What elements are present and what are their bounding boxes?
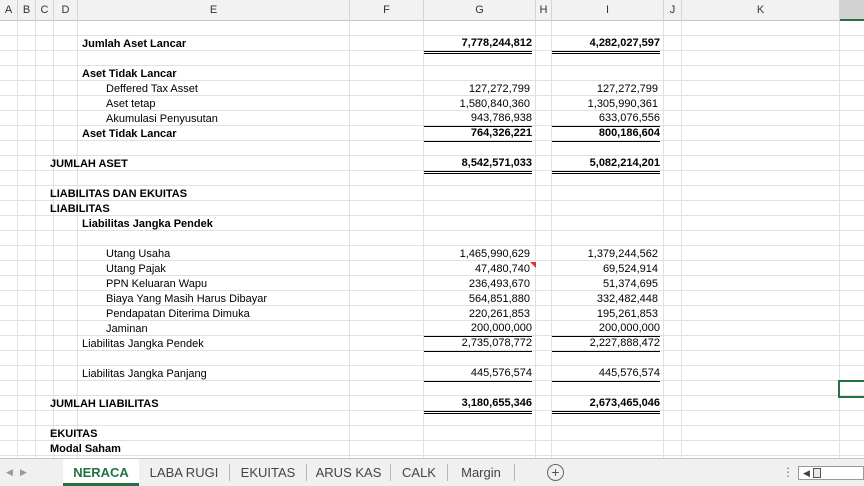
value-i-akumulasi-penyusutan[interactable]: 633,076,556 <box>552 111 660 127</box>
value-i-biaya[interactable]: 332,482,448 <box>596 293 658 305</box>
label-biaya-yang-masih-harus-dibayar: Biaya Yang Masih Harus Dibayar <box>106 293 268 305</box>
value-g-pendapatan[interactable]: 220,261,853 <box>468 308 530 320</box>
grid-row-line <box>0 425 864 426</box>
value-g-jumlah-liabilitas[interactable]: 3,180,655,346 <box>424 396 532 414</box>
value-g-biaya[interactable]: 564,851,880 <box>468 293 530 305</box>
label-jaminan: Jaminan <box>106 323 148 335</box>
add-sheet-icon[interactable]: + <box>547 464 564 481</box>
label-liabilitas-dan-ekuitas: LIABILITAS DAN EKUITAS <box>50 188 188 200</box>
comment-indicator-icon[interactable] <box>530 262 536 268</box>
label-liabilitas: LIABILITAS <box>50 203 110 215</box>
grid-row-line <box>0 215 864 216</box>
grid-column-line <box>349 21 350 458</box>
column-header-i[interactable]: I <box>552 0 664 21</box>
label-utang-usaha: Utang Usaha <box>106 248 171 260</box>
label-ekuitas: EKUITAS <box>50 428 98 440</box>
grid-row-line <box>0 65 864 66</box>
value-i-jumlah-liabilitas[interactable]: 2,673,465,046 <box>552 396 660 414</box>
label-jumlah-aset: JUMLAH ASET <box>50 158 128 170</box>
column-header-c[interactable]: C <box>36 0 54 21</box>
horizontal-scrollbar[interactable] <box>798 466 864 480</box>
tab-scroll-prev-icon[interactable]: ◀ <box>6 467 13 477</box>
label-liabilitas-jangka-pendek-total: Liabilitas Jangka Pendek <box>82 338 204 350</box>
label-jumlah-aset-lancar: Jumlah Aset Lancar <box>82 38 187 50</box>
grid-column-line <box>17 21 18 458</box>
tab-neraca[interactable]: NERACA <box>63 459 139 486</box>
value-g-deffered-tax[interactable]: 127,272,799 <box>468 83 530 95</box>
value-i-deffered-tax[interactable]: 127,272,799 <box>596 83 658 95</box>
value-g-liabilitas-jangka-panjang[interactable]: 445,576,574 <box>424 366 532 382</box>
column-header-b[interactable]: B <box>18 0 36 21</box>
value-g-utang-pajak[interactable]: 47,480,740 <box>474 263 530 275</box>
grid-row-line <box>0 185 864 186</box>
column-header-l-selected[interactable] <box>840 0 864 21</box>
value-i-aset-tetap[interactable]: 1,305,990,361 <box>587 98 658 110</box>
value-g-aset-tidak-lancar-total[interactable]: 764,326,221 <box>424 126 532 142</box>
value-i-jumlah-aset-lancar[interactable]: 4,282,027,597 <box>552 36 660 54</box>
label-aset-tidak-lancar-total: Aset Tidak Lancar <box>82 128 177 140</box>
label-deffered-tax: Deffered Tax Asset <box>106 83 198 95</box>
value-i-liabilitas-jangka-panjang[interactable]: 445,576,574 <box>552 366 660 382</box>
label-jumlah-liabilitas: JUMLAH LIABILITAS <box>50 398 159 410</box>
grid-column-line <box>681 21 682 458</box>
sheet-tab-bar <box>0 458 864 486</box>
grid-column-line <box>663 21 664 458</box>
tab-laba-rugi[interactable]: LABA RUGI <box>149 465 219 480</box>
tab-scroll-next-icon[interactable]: ▶ <box>20 467 27 477</box>
label-ppn-keluaran-wapu: PPN Keluaran Wapu <box>106 278 208 290</box>
value-g-jumlah-aset-lancar[interactable]: 7,778,244,812 <box>424 36 532 54</box>
column-header-a[interactable]: A <box>0 0 18 21</box>
grid-column-line <box>53 21 54 458</box>
column-header-d[interactable]: D <box>54 0 78 21</box>
value-i-aset-tidak-lancar-total[interactable]: 800,186,604 <box>552 126 660 142</box>
value-i-utang-pajak[interactable]: 69,524,914 <box>602 263 658 275</box>
active-cell-selection[interactable] <box>838 380 864 398</box>
column-header-f[interactable]: F <box>350 0 424 21</box>
grid-row-line <box>0 245 864 246</box>
value-i-liabilitas-jangka-pendek[interactable]: 2,227,888,472 <box>552 336 660 352</box>
column-header-j[interactable]: J <box>664 0 682 21</box>
label-utang-pajak: Utang Pajak <box>106 263 166 275</box>
label-liabilitas-jangka-panjang: Liabilitas Jangka Panjang <box>82 368 207 380</box>
value-g-akumulasi-penyusutan[interactable]: 943,786,938 <box>424 111 532 127</box>
grid-column-line <box>77 21 78 458</box>
value-i-pendapatan[interactable]: 195,261,853 <box>596 308 658 320</box>
column-header-h[interactable]: H <box>536 0 552 21</box>
value-i-utang-usaha[interactable]: 1,379,244,562 <box>587 248 658 260</box>
value-g-ppn[interactable]: 236,493,670 <box>468 278 530 290</box>
tab-arus-kas[interactable]: ARUS KAS <box>315 465 382 480</box>
value-g-utang-usaha[interactable]: 1,465,990,629 <box>459 248 530 260</box>
tab-calk[interactable]: CALK <box>402 465 436 480</box>
scroll-left-icon[interactable]: ◀ <box>803 468 810 478</box>
grid-row-line <box>0 440 864 441</box>
value-i-ppn[interactable]: 51,374,695 <box>602 278 658 290</box>
scrollbar-thumb[interactable] <box>813 468 821 478</box>
label-aset-tetap: Aset tetap <box>106 98 156 110</box>
grid-column-line <box>535 21 536 458</box>
tab-ekuitas[interactable]: EKUITAS <box>240 465 296 480</box>
grid-row-line <box>0 455 864 456</box>
label-modal-saham: Modal Saham <box>50 443 121 455</box>
value-g-liabilitas-jangka-pendek[interactable]: 2,735,078,772 <box>424 336 532 352</box>
value-g-jaminan[interactable]: 200,000,000 <box>424 321 532 337</box>
label-liabilitas-jangka-pendek-header: Liabilitas Jangka Pendek <box>82 218 213 230</box>
label-aset-tidak-lancar-header: Aset Tidak Lancar <box>82 68 177 80</box>
value-g-jumlah-aset[interactable]: 8,542,571,033 <box>424 156 532 174</box>
tab-separator <box>514 464 515 481</box>
value-g-aset-tetap[interactable]: 1,580,840,360 <box>459 98 530 110</box>
tab-margin[interactable]: Margin <box>461 465 501 480</box>
column-header-k[interactable]: K <box>682 0 840 21</box>
column-header-row <box>0 0 864 21</box>
column-header-g[interactable]: G <box>424 0 536 21</box>
value-i-jaminan[interactable]: 200,000,000 <box>552 321 660 337</box>
column-header-e[interactable]: E <box>78 0 350 21</box>
label-pendapatan-diterima-dimuka: Pendapatan Diterima Dimuka <box>106 308 250 320</box>
label-akumulasi-penyusutan: Akumulasi Penyusutan <box>106 113 218 125</box>
grid-column-line <box>35 21 36 458</box>
value-i-jumlah-aset[interactable]: 5,082,214,201 <box>552 156 660 174</box>
more-options-icon[interactable]: ⋮ <box>782 465 794 479</box>
